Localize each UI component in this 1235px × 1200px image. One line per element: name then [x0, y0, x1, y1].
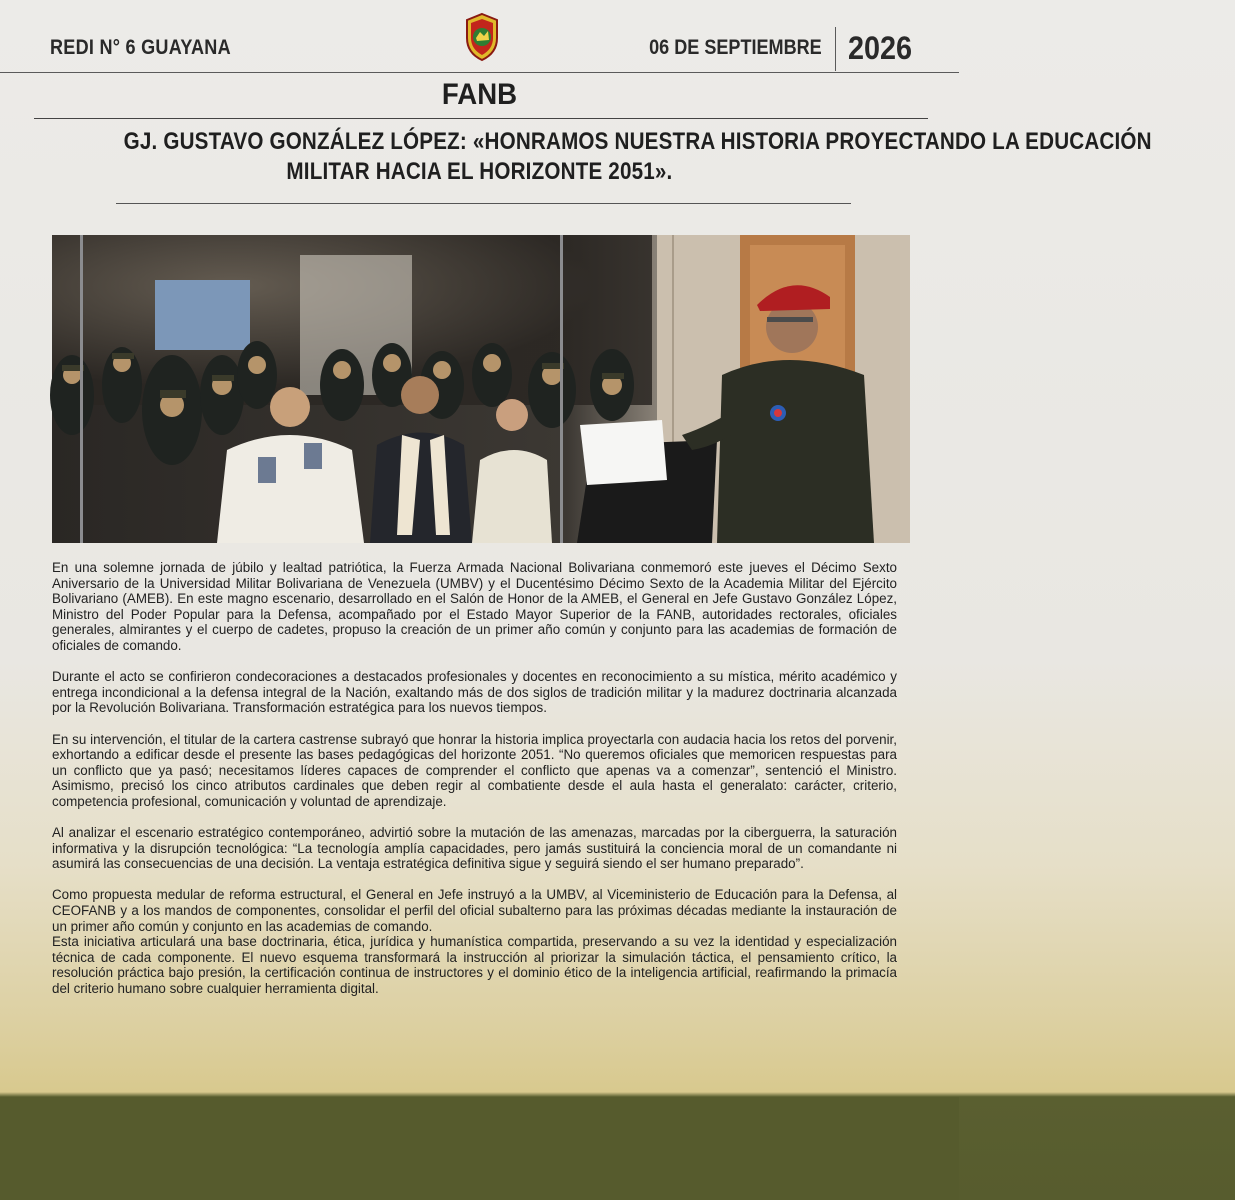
paragraph-2: Durante el acto se confirieron condecoraciones a destacados profesionales y docentes en reconocimiento a su mística, mérito académico y entrega incondicional a la defensa integral de la Nación, exaltando más de dos siglos de tradición militar y la madurez doctrinaria alcanzada por la Revolución Bolivariana. Transformación estratégica para los nuevos tiempos.: [52, 669, 897, 716]
section-title: FANB: [441, 78, 518, 111]
article-body: [52, 560, 897, 1012]
headline: [40, 127, 1152, 187]
issue-year: 2026: [848, 30, 913, 66]
event-photo: [52, 235, 910, 543]
footer-band: [0, 1097, 959, 1200]
header-rule: [0, 72, 959, 73]
issue-date: 06 DE SEPTIEMBRE: [649, 36, 822, 59]
paragraph-5: Como propuesta medular de reforma estructural, el General en Jefe instruyó a la UMBV, al Viceministerio de Educación para la Defensa, al CEOFANB y a los mandos de componentes, consolidar el perfil del oficial subalterno para las próximas décadas mediante la instauración de un primer año común y conjunto en las academias de comando.: [52, 887, 897, 934]
headline-line-2: MILITAR HACIA EL HORIZONTE 2051».: [286, 158, 673, 185]
shield-logo-icon: [463, 12, 501, 62]
headline-rule: [116, 203, 851, 204]
ceremony-photo-illustration: [52, 235, 910, 543]
paragraph-4: Al analizar el escenario estratégico contemporáneo, advirtió sobre la mutación de las amenazas, marcadas por la ciberguerra, la saturación informativa y la disrupción tecnológica: “La tecnología amplía capacidades, pero jamás sustituirá la conciencia moral de un comandante ni asumirá las consecuencias de una decisión. La ventaja estratégica definitiva sigue y seguirá siendo el ser humano preparado”.: [52, 825, 897, 872]
paragraph-3: En su intervención, el titular de la cartera castrense subrayó que honrar la historia implica proyectarla con audacia hacia los retos del porvenir, exhortando a edificar desde el presente las bases pedagógicas del horizonte 2051. “No queremos oficiales que memoricen respuestas para un conflicto que ya pasó; necesitamos líderes capaces de comprender el conflicto que apenas va a comenzar”, sentenció el Ministro. Asimismo, precisó los cinco atributos cardinales que deben regir al combatiente desde el aula hasta el generalato: carácter, criterio, competencia profesional, comunicación y voluntad de aprendizaje.: [52, 731, 897, 809]
paragraph-1: En una solemne jornada de júbilo y lealtad patriótica, la Fuerza Armada Nacional Bolivariana conmemoró este jueves el Décimo Sexto Aniversario de la Universidad Militar Bolivariana de Venezuela (UMBV) y el Ducentésimo Décimo Sexto de la Academia Militar del Ejército Bolivariano (AMEB). En este magno escenario, desarrollado en el Salón de Honor de la AMEB, el General en Jefe Gustavo González López, Ministro del Poder Popular para la Defensa, acompañado por el Estado Mayor Superior de la FANB, autoridades rectorales, oficiales generales, almirantes y el cuerpo de cadetes, propuso la creación de un primer año común y conjunto para las academias de formación de oficiales de comando.: [52, 560, 897, 653]
paragraph-6: Esta iniciativa articulará una base doctrinaria, ética, jurídica y humanística compartida, preservando a su vez la identidad y especialización técnica de cada componente. El nuevo esquema transformará la instrucción al priorizar la simulación táctica, el pensamiento crítico, la resolución práctica bajo presión, la certificación continua de instructores y el dominio ético de la inteligencia artificial, reafirmando la primacía del criterio humano sobre cualquier herramienta digital.: [52, 934, 897, 997]
header-divider: [835, 27, 836, 71]
section-rule: [34, 118, 928, 119]
headline-line-1: GJ. GUSTAVO GONZÁLEZ LÓPEZ: «HONRAMOS NUESTRA HISTORIA PROYECTANDO LA EDUCACIÓN: [123, 128, 1152, 155]
publication-name: REDI N° 6 GUAYANA: [50, 36, 231, 59]
